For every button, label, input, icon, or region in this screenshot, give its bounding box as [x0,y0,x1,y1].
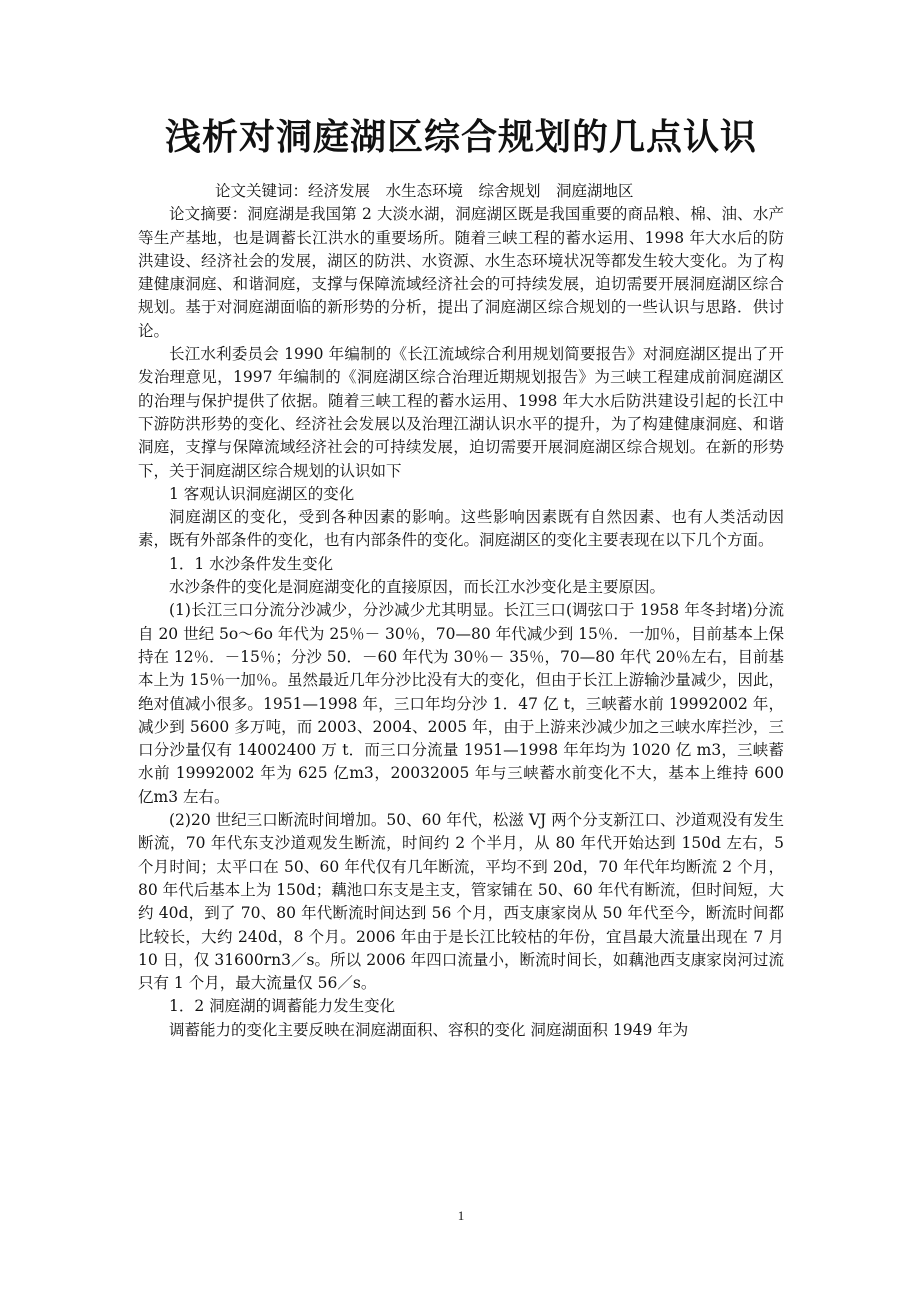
abstract-paragraph: 论文摘要：洞庭湖是我国第 2 大淡水湖，洞庭湖区既是我国重要的商品粮、棉、油、水产等生产基地，也是调蓄长江洪水的重要场所。随着三峡工程的蓄水运用、1998 年大水后的防洪建设、经济社会的发展，湖区的防洪、水资源、水生态环境状况等都发生较大变化。为了构建健康洞庭、和谐洞庭，支撑与保障流域经济社会的可持续发展，迫切需要开展洞庭湖区综合规划。基于对洞庭湖面临的新形势的分析，提出了洞庭湖区综合规划的一些认识与思路．供讨论。 [138,205,784,340]
subsection-heading-1-2: 1．2 洞庭湖的调蓄能力发生变化 [169,997,396,1016]
body-paragraph: (1)长江三口分流分沙减少，分沙减少尤其明显。长江三口(调弦口于 1958 年冬封堵)分流自 20 世纪 5o～6o 年代为 25％－ 30％，70—80 年代减少到 15％．一加％，目前基本上保持在 12％．－15％；分沙 50．－60 年代为 30％－ 35％，70—80 年代 20％左右，目前基本上为 15％一加％。虽然最近几年分沙比没有大的变化，但由于长江上游输沙量减少，因此，绝对值减小很多。1951—1998 年，三口年均分沙 1．47 亿 t，三峡蓄水前 19992002 年，减少到 5600 多万吨，而 2003、2004、2005 年，由于上游来沙减少加之三峡水库拦沙，三口分沙量仅有 14002400 万 t．而三口分流量 1951—1998 年年均为 1020 亿 m3，三峡蓄水前 19992002 年为 625 亿m3，20032005 年与三峡蓄水前变化不大，基本上维持 600 亿m3 左右。 [138,601,784,806]
document-body [138,180,784,1042]
subsection-heading-1-1: 1．1 水沙条件发生变化 [169,554,334,573]
body-paragraph: 调蓄能力的变化主要反映在洞庭湖面积、容积的变化 洞庭湖面积 1949 年为 [169,1020,689,1039]
body-paragraph: 洞庭湖区的变化，受到各种因素的影响。这些影响因素既有自然因素、也有人类活动因素，既有外部条件的变化，也有内部条件的变化。洞庭湖区的变化主要表现在以下几个方面。 [138,508,784,550]
intro-paragraph: 长江水利委员会 1990 年编制的《长江流域综合利用规划简要报告》对洞庭湖区提出了开发治理意见，1997 年编制的《洞庭湖区综合治理近期规划报告》为三峡工程建成前洞庭湖区的治理与保护提供了依据。随着三峡工程的蓄水运用、1998 年大水后防洪建设引起的长江中下游防洪形势的变化、经济社会发展以及治理江湖认识水平的提升，为了构建健康洞庭、和谐洞庭，支撑与保障流域经济社会的可持续发展，迫切需要开展洞庭湖区综合规划。在新的形势下，关于洞庭湖区综合规划的认识如下 [138,345,784,480]
page-number: 1 [457,1208,465,1223]
body-paragraph: (2)20 世纪三口断流时间增加。50、60 年代，松滋 VJ 两个分支新江口、沙道观没有发生断流，70 年代东支沙道观发生断流，时间约 2 个半月，从 80 年代开始达到 150d 左右，5 个月时间；太平口在 50、60 年代仅有几年断流，平均不到 20d，70 年代年均断流 2 个月，80 年代后基本上为 150d；藕池口东支是主支，管家铺在 50、60 年代有断流，但时间短，大约 40d，到了 70、80 年代断流时间达到 56 个月，西支康家岗从 50 年代至今，断流时间都比较长，大约 240d，8 个月。2006 年由于是长江比较枯的年份，宜昌最大流量出现在 7 月 10 日，仅 31600rn3／s。所以 2006 年四口流量小，断流时间长，如藕池西支康家岗河过流只有 1 个月，最大流量仅 56／s。 [138,811,784,993]
section-heading-1: 1 客观认识洞庭湖区的变化 [169,484,355,503]
keywords-line: 论文关键词：经济发展 水生态环境 综舍规划 洞庭湖地区 [215,182,634,200]
document-title: 浅析对洞庭湖区综合规划的几点认识 [164,117,757,158]
body-paragraph: 水沙条件的变化是洞庭湖变化的直接原因，而长江水沙变化是主要原因。 [169,578,666,597]
document-page [138,0,784,1302]
